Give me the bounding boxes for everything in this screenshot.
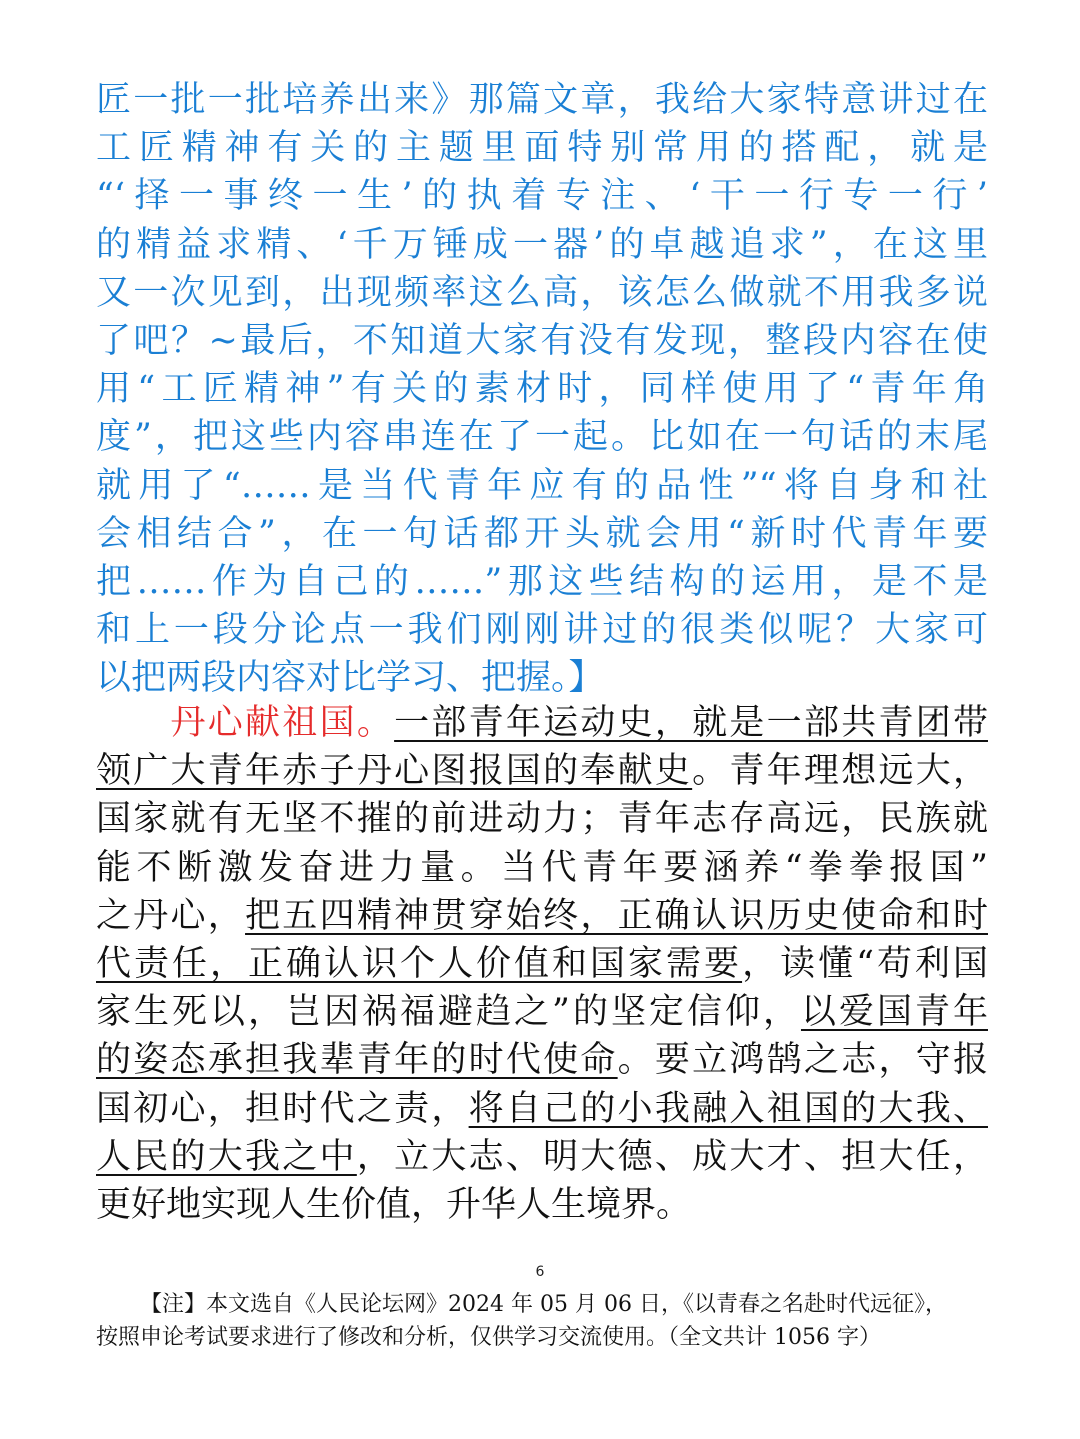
underlined-text: 将自己的小我融入祖国的大我、 (468, 1088, 988, 1129)
body-text: ，读懂“苟利国 (742, 944, 988, 985)
footnote-line: 按照申论考试要求进行了修改和分析，仅供学习交流使用。（全文共计 1056 字） (96, 1325, 881, 1350)
body-line: 更好地实现人生价值，升华人生境界。 (96, 1185, 692, 1226)
page-number: 6 (535, 1264, 545, 1280)
body-text: 国初心，担时代之责， (96, 1088, 469, 1129)
underlined-text: 的姿态承担我辈青年的时代使命 (96, 1040, 618, 1081)
body-line (96, 1085, 988, 1133)
underlined-text: 人民的大我之中 (96, 1136, 357, 1177)
body-line (96, 1133, 988, 1181)
underlined-text: 一部青年运动史，就是一部共青团带 (394, 703, 988, 743)
underlined-text: 以爱国青年 (800, 992, 988, 1033)
analysis-line: 匠一批一批培养出来》那篇文章，我给大家特意讲过在 (96, 80, 988, 120)
analysis-line: “‘择一事终一生’的执着专注、‘干一行专一行’ (96, 176, 988, 217)
analysis-line: 了吧？~最后，不知道大家有没有发现，整段内容在使 (96, 321, 988, 362)
body-line (96, 940, 988, 988)
analysis-line: 以把两段内容对比学习、把握。】 (96, 658, 604, 699)
analysis-line: 就用了“……是当代青年应有的品性”“将自身和社 (96, 465, 988, 506)
body-line (96, 988, 988, 1036)
analysis-line: 工匠精神有关的主题里面特别常用的搭配，就是 (96, 128, 988, 169)
body-text: 之丹心， (96, 895, 246, 936)
analysis-line: 和上一段分论点一我们刚刚讲过的很类似呢？大家可 (96, 610, 988, 651)
analysis-line: 会相结合”，在一句话都开头就会用“新时代青年要 (96, 513, 988, 554)
main-paragraph (96, 699, 988, 1229)
analysis-line: 的精益求精、‘千万锤成一器’的卓越追求”，在这里 (96, 224, 988, 265)
body-text: 家生死以，岂因祸福避趋之”的坚定信仰， (96, 992, 801, 1033)
footnote-line: 【注】本文选自《人民论坛网》2024 年 05 月 06 日，《以青春之名赴时代远征》， (140, 1292, 947, 1317)
body-line (96, 699, 988, 747)
body-line (96, 1036, 988, 1084)
underlined-text: 代责任，正确认识个人价值和国家需要 (96, 944, 743, 985)
body-text: 。要立鸿鹄之志，守报 (617, 1040, 988, 1081)
body-line: 国家就有无坚不摧的前进动力；青年志存高远，民族就 (96, 799, 988, 840)
analysis-paragraph (96, 76, 988, 703)
footnote (96, 1288, 988, 1354)
body-text: 。青年理想远大， (692, 751, 988, 792)
analysis-line: 把……作为自己的……”那这些结构的运用，是不是 (96, 562, 988, 603)
analysis-line: 用“工匠精神”有关的素材时，同样使用了“青年角 (96, 369, 988, 410)
body-text: ，立大志、明大德、成大才、担大任， (356, 1136, 988, 1177)
body-line (96, 747, 988, 795)
analysis-line: 又一次见到，出现频率这么高，该怎么做就不用我多说 (96, 272, 988, 313)
paragraph-heading: 丹心献祖国。 (170, 703, 395, 743)
body-line (96, 892, 988, 940)
underlined-text: 领广大青年赤子丹心图报国的奉献史 (96, 751, 693, 792)
analysis-line: 度”，把这些内容串连在了一起。比如在一句话的末尾 (96, 417, 988, 458)
body-line: 能不断激发奋进力量。当代青年要涵养“拳拳报国” (96, 847, 988, 888)
underlined-text: 把五四精神贯穿始终，正确认识历史使命和时 (245, 895, 988, 936)
